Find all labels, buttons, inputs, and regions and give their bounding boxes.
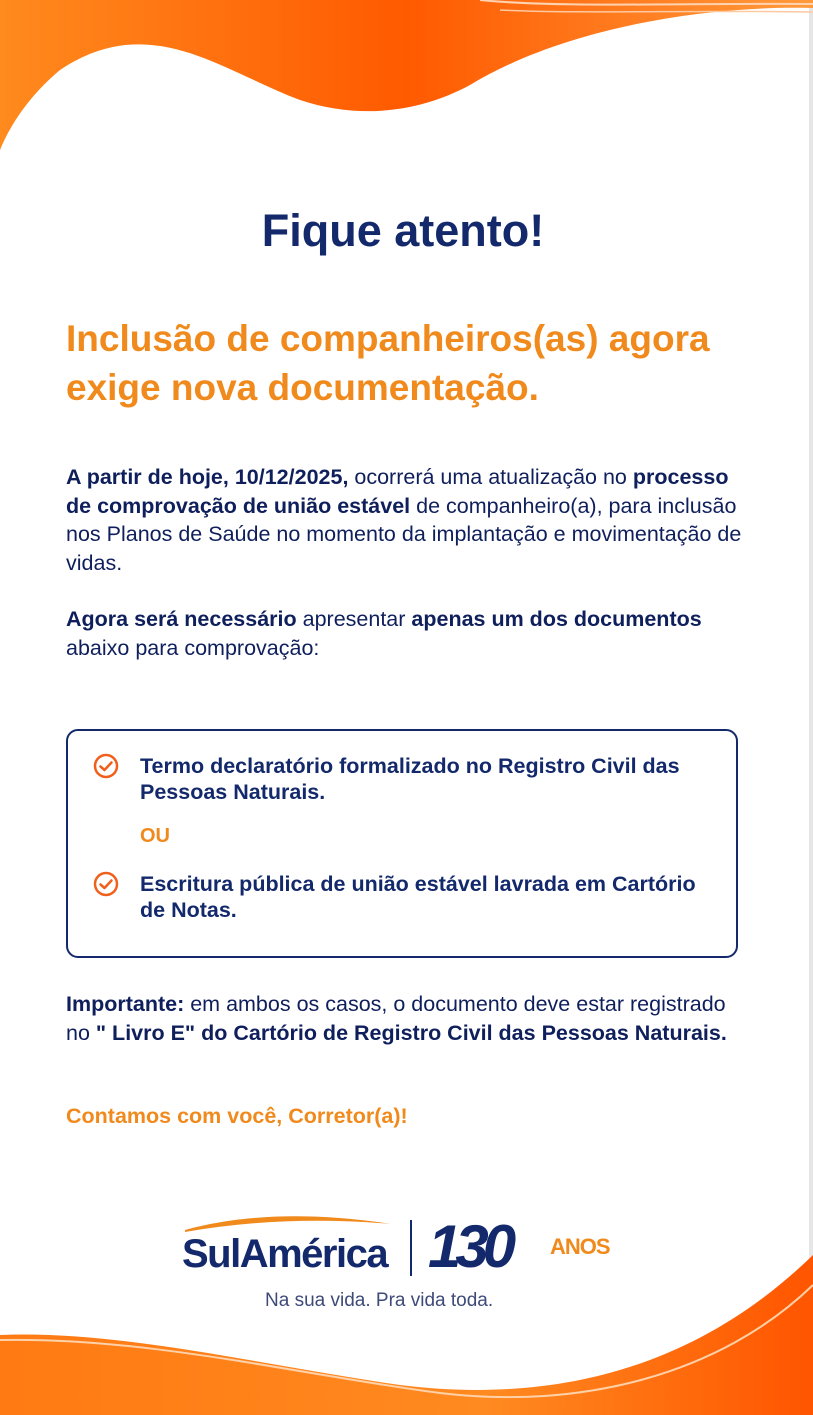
requirement-bold-1: Agora será necessário bbox=[66, 607, 297, 631]
important-text: em ambos os casos, o documento deve estar registrado no bbox=[66, 992, 726, 1045]
headline: Inclusão de companheiros(as) agora exige nova documentação. bbox=[66, 318, 710, 408]
or-separator: OU bbox=[140, 825, 170, 847]
brand-logo bbox=[180, 1212, 640, 1322]
intro-date-lead: A partir de hoje, 10/12/2025, bbox=[66, 465, 349, 489]
brand-name: SulAmérica bbox=[182, 1232, 388, 1276]
brand-years: 130 bbox=[428, 1213, 511, 1280]
check-circle-icon bbox=[92, 870, 120, 898]
intro-emphasis: processo de comprovação de união estável bbox=[66, 465, 729, 518]
page-edge bbox=[809, 0, 813, 1415]
logo-divider bbox=[410, 1220, 412, 1276]
documents-box bbox=[66, 729, 738, 958]
requirement-bold-2: apenas um dos documentos bbox=[411, 607, 702, 631]
requirement-text-1: apresentar bbox=[296, 607, 412, 631]
requirement-paragraph bbox=[66, 605, 746, 662]
logo-swoosh-icon bbox=[183, 1212, 393, 1234]
intro-paragraph bbox=[66, 463, 746, 577]
important-label: Importante: bbox=[66, 992, 185, 1016]
important-paragraph bbox=[66, 990, 746, 1047]
brand-tagline: Na sua vida. Pra vida toda. bbox=[265, 1290, 494, 1311]
check-circle-icon bbox=[92, 752, 120, 780]
document-option-1: Termo declaratório formalizado no Registro Civil das Pessoas Naturais. bbox=[140, 754, 680, 804]
document-option-2: Escritura pública de união estável lavrada em Cartório de Notas. bbox=[140, 872, 696, 922]
intro-text-1: ocorrerá uma atualização no bbox=[348, 465, 633, 489]
closing-message: Contamos com você, Corretor(a)! bbox=[66, 1104, 408, 1128]
page-title: Fique atento! bbox=[261, 205, 545, 256]
important-emphasis: " Livro E" do Cartório de Registro Civil das Pessoas Naturais. bbox=[95, 1020, 727, 1045]
intro-text-2: de companheiro(a), para inclusão nos Planos de Saúde no momento da implantação e movimentação de vidas. bbox=[66, 493, 742, 575]
requirement-text-2: abaixo para comprovação: bbox=[66, 635, 320, 660]
top-wave-decoration bbox=[0, 0, 813, 170]
brand-years-suffix: ANOS bbox=[550, 1234, 610, 1259]
